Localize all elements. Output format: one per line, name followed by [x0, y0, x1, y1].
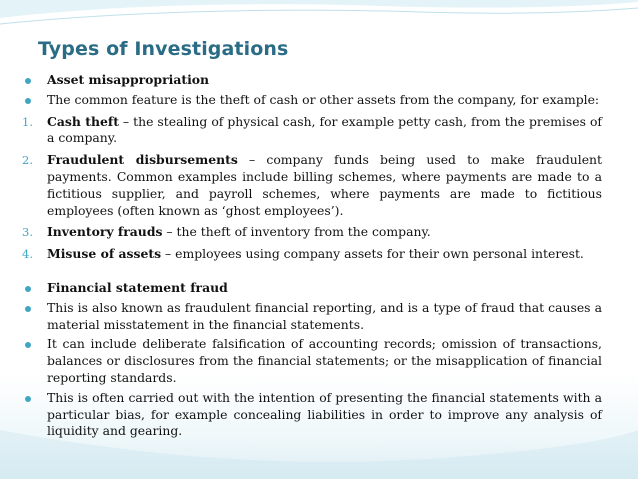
bullet-text: This is also known as fraudulent financial reporting, and is a type of fraud that causes a material misstatement in the financial statements.	[47, 299, 602, 332]
section-heading: Asset misappropriation	[47, 72, 210, 87]
list-number: 2.	[22, 153, 33, 168]
bullet-intro	[22, 92, 602, 109]
bullet-dot-icon	[22, 92, 42, 109]
bullet-dot-icon	[22, 72, 42, 89]
bullet-dot-icon	[22, 336, 42, 353]
list-item	[22, 152, 602, 219]
list-number: 4.	[22, 247, 33, 262]
list-item	[22, 114, 602, 148]
bullet-item	[22, 300, 602, 334]
bullet-dot-icon	[22, 390, 42, 407]
list-term: Inventory frauds	[47, 224, 163, 240]
list-text: – company funds being used to make fraudulent payments. Common examples include billing schemes, where payments are made to a fictitious supplier, and payroll schemes, where payments are made to fictitious employees (often known as ‘ghost employees’).	[47, 152, 602, 218]
list-item	[22, 224, 602, 241]
section-heading: Financial statement fraud	[47, 279, 228, 295]
bullet-financial-statement-fraud	[22, 280, 602, 297]
list-number: 1.	[22, 114, 33, 129]
list-term: Fraudulent disbursements	[47, 152, 238, 168]
bullet-text: The common feature is the theft of cash or other assets from the company, for example:	[47, 91, 600, 107]
list-item	[22, 246, 602, 263]
bullet-asset-misappropriation	[22, 72, 602, 89]
bullet-dot-icon	[22, 300, 42, 317]
list-text: – the theft of inventory from the company.	[162, 224, 431, 240]
list-number: 3.	[22, 225, 33, 240]
slide-title: Types of Investigations	[38, 38, 289, 60]
list-text: – employees using company assets for their own personal interest.	[161, 246, 584, 262]
bullet-text: This is often carried out with the intention of presenting the financial statements with a particular bias, for example concealing liabilities in order to improve any analysis of liquidity and gearing.	[47, 389, 602, 439]
slide-content	[22, 72, 602, 440]
bullet-text: It can include deliberate falsification of accounting records; omission of transactions, balances or disclosures from the financial statements; or the misapplication of financial reporting standards.	[47, 336, 602, 385]
bullet-dot-icon	[22, 280, 42, 297]
list-term: Cash theft	[47, 113, 119, 129]
list-text: – the stealing of physical cash, for example petty cash, from the premises of a company.	[47, 113, 602, 146]
bullet-item	[22, 390, 602, 440]
list-term: Misuse of assets	[47, 246, 162, 262]
bullet-item	[22, 336, 602, 386]
